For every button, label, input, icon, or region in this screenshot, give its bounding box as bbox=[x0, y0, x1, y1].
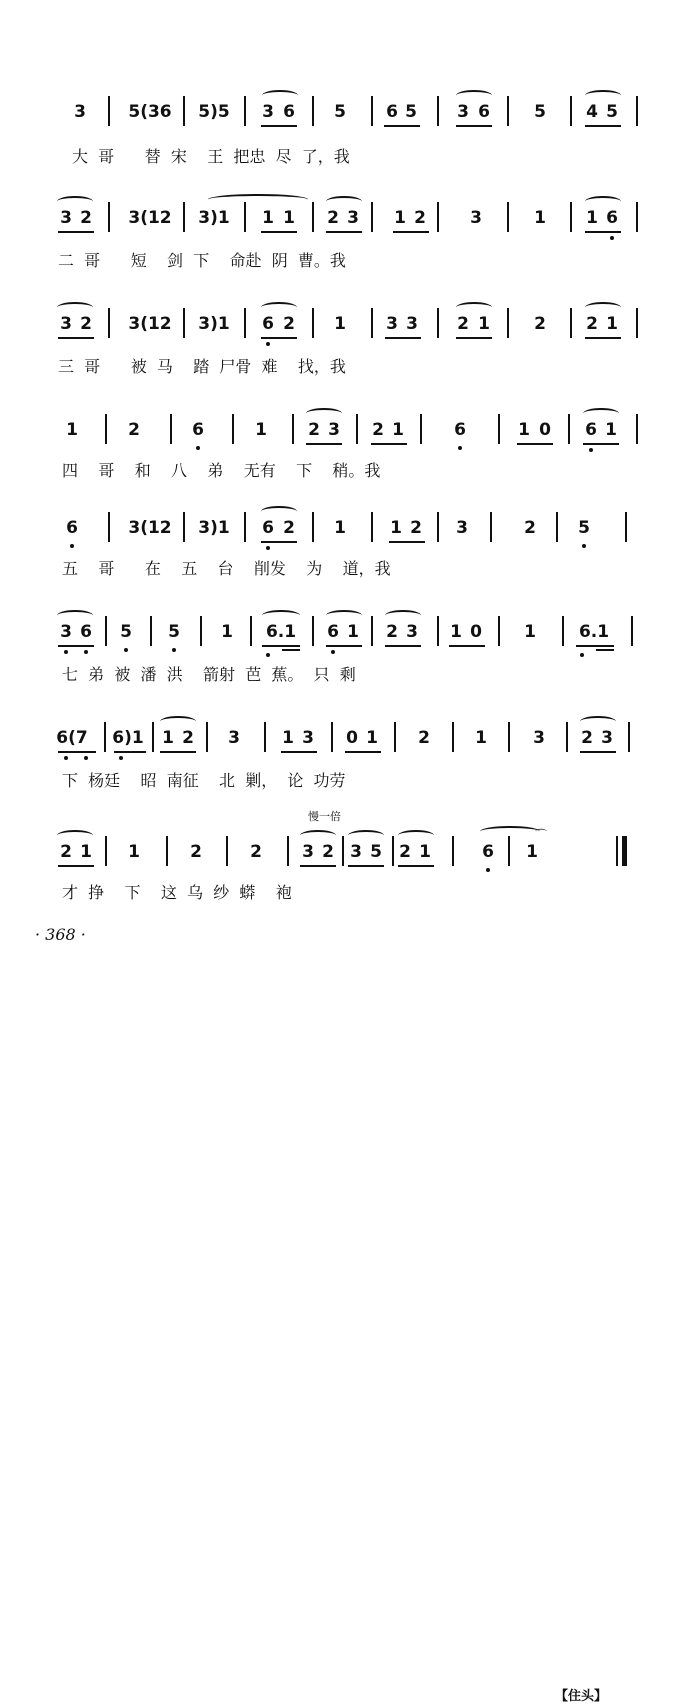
score-system-5: 6 3(12 3)1 6 2 1 1 2 3 2 5 五 哥 在 五 台 削发 为 道，我 bbox=[0, 508, 690, 608]
slur bbox=[326, 196, 362, 207]
lyric-line: 才 挣 下 这 乌 纱 蟒 袍 bbox=[62, 883, 292, 902]
slur bbox=[306, 408, 342, 419]
slur bbox=[300, 830, 336, 841]
barline bbox=[628, 722, 630, 752]
slur bbox=[456, 90, 492, 101]
beam-line bbox=[58, 337, 94, 339]
barline bbox=[437, 308, 439, 338]
slur bbox=[398, 830, 434, 841]
fermata-icon: ⌒ bbox=[535, 828, 548, 842]
low-octave-dot bbox=[266, 653, 270, 657]
beam-line bbox=[348, 865, 384, 867]
barline bbox=[507, 96, 509, 126]
beam-line bbox=[583, 443, 619, 445]
beam-line bbox=[585, 337, 621, 339]
barline bbox=[636, 308, 638, 338]
slur bbox=[262, 610, 300, 621]
barline bbox=[292, 414, 294, 444]
slur bbox=[57, 196, 93, 207]
barline bbox=[312, 202, 314, 232]
low-octave-dot bbox=[582, 544, 586, 548]
lyric-line: 二 哥 短 剑 下 命赴 阴 曹。我 bbox=[58, 251, 346, 270]
beam-line bbox=[449, 645, 485, 647]
low-octave-dot bbox=[486, 868, 490, 872]
barline bbox=[104, 722, 106, 752]
slur bbox=[208, 194, 308, 205]
barline bbox=[183, 308, 185, 338]
barline bbox=[631, 616, 633, 646]
lyric-line: 四 哥 和 八 弟 无有 下 稍。我 bbox=[62, 461, 381, 480]
slur bbox=[57, 610, 93, 621]
barline bbox=[636, 414, 638, 444]
barline bbox=[371, 202, 373, 232]
barline bbox=[562, 616, 564, 646]
beam-line bbox=[585, 231, 621, 233]
beam-line bbox=[261, 125, 297, 127]
slur bbox=[580, 716, 616, 727]
barline bbox=[108, 202, 110, 232]
barline bbox=[356, 414, 358, 444]
beam-line bbox=[114, 751, 146, 753]
barline bbox=[250, 616, 252, 646]
slur bbox=[57, 830, 93, 841]
slur bbox=[261, 506, 297, 517]
barline bbox=[244, 308, 246, 338]
barline bbox=[636, 202, 638, 232]
barline bbox=[371, 616, 373, 646]
score-system-8: 2 1 1 2 2 3 2 3 5 2 1 6 1 ⌒ 【住头】 才 挣 下 这 乌 纱 蟒 袍 bbox=[0, 832, 690, 932]
slur bbox=[261, 302, 297, 313]
barline bbox=[287, 836, 289, 866]
slur bbox=[583, 408, 619, 419]
low-octave-dot bbox=[64, 650, 68, 654]
beam-line bbox=[517, 443, 553, 445]
slur bbox=[585, 90, 621, 101]
barline bbox=[508, 836, 510, 866]
slur bbox=[480, 826, 540, 837]
barline bbox=[371, 512, 373, 542]
final-barline-thick bbox=[622, 836, 627, 866]
beam-line bbox=[261, 231, 297, 233]
barline bbox=[312, 512, 314, 542]
final-barline-thin bbox=[616, 836, 618, 866]
lyric-line: 五 哥 在 五 台 削发 为 道，我 bbox=[62, 559, 391, 578]
barline bbox=[507, 202, 509, 232]
slur bbox=[385, 610, 421, 621]
barline bbox=[507, 308, 509, 338]
beam-line bbox=[580, 751, 616, 753]
beam-line bbox=[456, 337, 492, 339]
barline bbox=[570, 308, 572, 338]
barline bbox=[150, 616, 152, 646]
beam-line bbox=[326, 231, 362, 233]
beam-line bbox=[384, 125, 420, 127]
beam-line bbox=[393, 231, 429, 233]
barline bbox=[244, 512, 246, 542]
barline bbox=[105, 836, 107, 866]
barline bbox=[568, 414, 570, 444]
barline bbox=[437, 96, 439, 126]
page-number: · 368 · bbox=[35, 925, 86, 944]
beam-line bbox=[371, 443, 407, 445]
lyric-line: 下 杨廷 昭 南征 北 剿， 论 功劳 bbox=[62, 771, 346, 790]
score-system-6: 3 6 5 5 1 6.1 6 1 2 3 1 0 1 6.1 七 弟 被 潘 洪 箭射 芭 蕉。 只 剩 bbox=[0, 612, 690, 712]
beam-line bbox=[58, 865, 94, 867]
barline bbox=[108, 512, 110, 542]
ending-label: 【住头】 bbox=[555, 1689, 608, 1704]
barline bbox=[264, 722, 266, 752]
slur bbox=[326, 610, 362, 621]
barline bbox=[490, 512, 492, 542]
barline bbox=[342, 836, 344, 866]
slur bbox=[262, 90, 298, 101]
low-octave-dot bbox=[172, 648, 176, 652]
low-octave-dot bbox=[84, 756, 88, 760]
beam-line bbox=[576, 645, 614, 647]
barline bbox=[183, 512, 185, 542]
barline bbox=[244, 96, 246, 126]
low-octave-dot bbox=[70, 544, 74, 548]
low-octave-dot bbox=[458, 446, 462, 450]
score-system-7: 6(7 6)1 1 2 3 1 3 0 1 2 1 3 2 3 下 杨廷 昭 南征 北 剿， 论 功劳 bbox=[0, 718, 690, 818]
barline bbox=[331, 722, 333, 752]
low-octave-dot bbox=[64, 756, 68, 760]
barline bbox=[498, 616, 500, 646]
low-octave-dot bbox=[84, 650, 88, 654]
barline bbox=[312, 96, 314, 126]
low-octave-dot bbox=[266, 342, 270, 346]
low-octave-dot bbox=[331, 650, 335, 654]
barline bbox=[437, 512, 439, 542]
low-octave-dot bbox=[119, 756, 123, 760]
slur bbox=[348, 830, 384, 841]
beam-line bbox=[282, 649, 300, 651]
barline bbox=[556, 512, 558, 542]
beam-line bbox=[160, 751, 196, 753]
lyric-line: 大 哥 替 宋 王 把忠 尽 了，我 bbox=[72, 147, 350, 166]
barline bbox=[244, 202, 246, 232]
beam-line bbox=[300, 865, 336, 867]
lyric-line: 三 哥 被 马 踏 尸骨 难 找，我 bbox=[58, 357, 346, 376]
score-system-2: 3 2 3(12 3)1 1 1 2 3 1 2 3 1 1 6 二 哥 短 剑 下 命赴 阴 曹。我 bbox=[0, 198, 690, 298]
low-octave-dot bbox=[124, 648, 128, 652]
barline bbox=[166, 836, 168, 866]
barline bbox=[232, 414, 234, 444]
barline bbox=[152, 722, 154, 752]
beam-line bbox=[281, 751, 317, 753]
barline bbox=[312, 308, 314, 338]
barline bbox=[183, 96, 185, 126]
lyric-line: 七 弟 被 潘 洪 箭射 芭 蕉。 只 剩 bbox=[62, 665, 356, 684]
low-octave-dot bbox=[266, 546, 270, 550]
barline bbox=[170, 414, 172, 444]
slur bbox=[585, 302, 621, 313]
barline bbox=[394, 722, 396, 752]
barline bbox=[105, 414, 107, 444]
beam-line bbox=[345, 751, 381, 753]
beam-line bbox=[596, 649, 614, 651]
barline bbox=[183, 202, 185, 232]
beam-line bbox=[306, 443, 342, 445]
barline bbox=[452, 722, 454, 752]
barline bbox=[312, 616, 314, 646]
barline bbox=[200, 616, 202, 646]
barline bbox=[570, 96, 572, 126]
beam-line bbox=[326, 645, 362, 647]
low-octave-dot bbox=[580, 653, 584, 657]
beam-line bbox=[385, 645, 421, 647]
barline bbox=[392, 836, 394, 866]
beam-line bbox=[389, 541, 425, 543]
beam-line bbox=[261, 541, 297, 543]
beam-line bbox=[385, 337, 421, 339]
barline bbox=[108, 96, 110, 126]
barline bbox=[105, 616, 107, 646]
beam-line bbox=[58, 231, 94, 233]
beam-line bbox=[261, 337, 297, 339]
barline bbox=[226, 836, 228, 866]
low-octave-dot bbox=[610, 236, 614, 240]
slur bbox=[160, 716, 196, 727]
score-system-1: 3 5(36 5)5 3 6 5 6 5 3 6 5 4 5 大 哥 替 宋 王 把忠 尽 了，我 bbox=[0, 92, 690, 192]
barline bbox=[371, 96, 373, 126]
beam-line bbox=[456, 125, 492, 127]
score-system-3: 3 2 3(12 3)1 6 2 1 3 3 2 1 2 2 1 三 哥 被 马 踏 尸骨 难 找，我 bbox=[0, 304, 690, 404]
barline bbox=[437, 616, 439, 646]
beam-line bbox=[585, 125, 621, 127]
barline bbox=[566, 722, 568, 752]
low-octave-dot bbox=[589, 448, 593, 452]
tempo-marking: 慢一倍 bbox=[308, 810, 341, 823]
barline bbox=[625, 512, 627, 542]
barline bbox=[636, 96, 638, 126]
score-system-4: 1 2 6 1 2 3 2 1 6 1 0 6 1 四 哥 和 八 弟 无有 下 稍。我 bbox=[0, 410, 690, 510]
slur bbox=[585, 196, 621, 207]
slur bbox=[57, 302, 93, 313]
beam-line bbox=[58, 751, 96, 753]
barline bbox=[508, 722, 510, 752]
slur bbox=[456, 302, 492, 313]
barline bbox=[206, 722, 208, 752]
barline bbox=[371, 308, 373, 338]
barline bbox=[452, 836, 454, 866]
low-octave-dot bbox=[196, 446, 200, 450]
barline bbox=[498, 414, 500, 444]
beam-line bbox=[262, 645, 300, 647]
barline bbox=[420, 414, 422, 444]
beam-line bbox=[58, 645, 94, 647]
barline bbox=[108, 308, 110, 338]
barline bbox=[437, 202, 439, 232]
barline bbox=[570, 202, 572, 232]
beam-line bbox=[398, 865, 434, 867]
